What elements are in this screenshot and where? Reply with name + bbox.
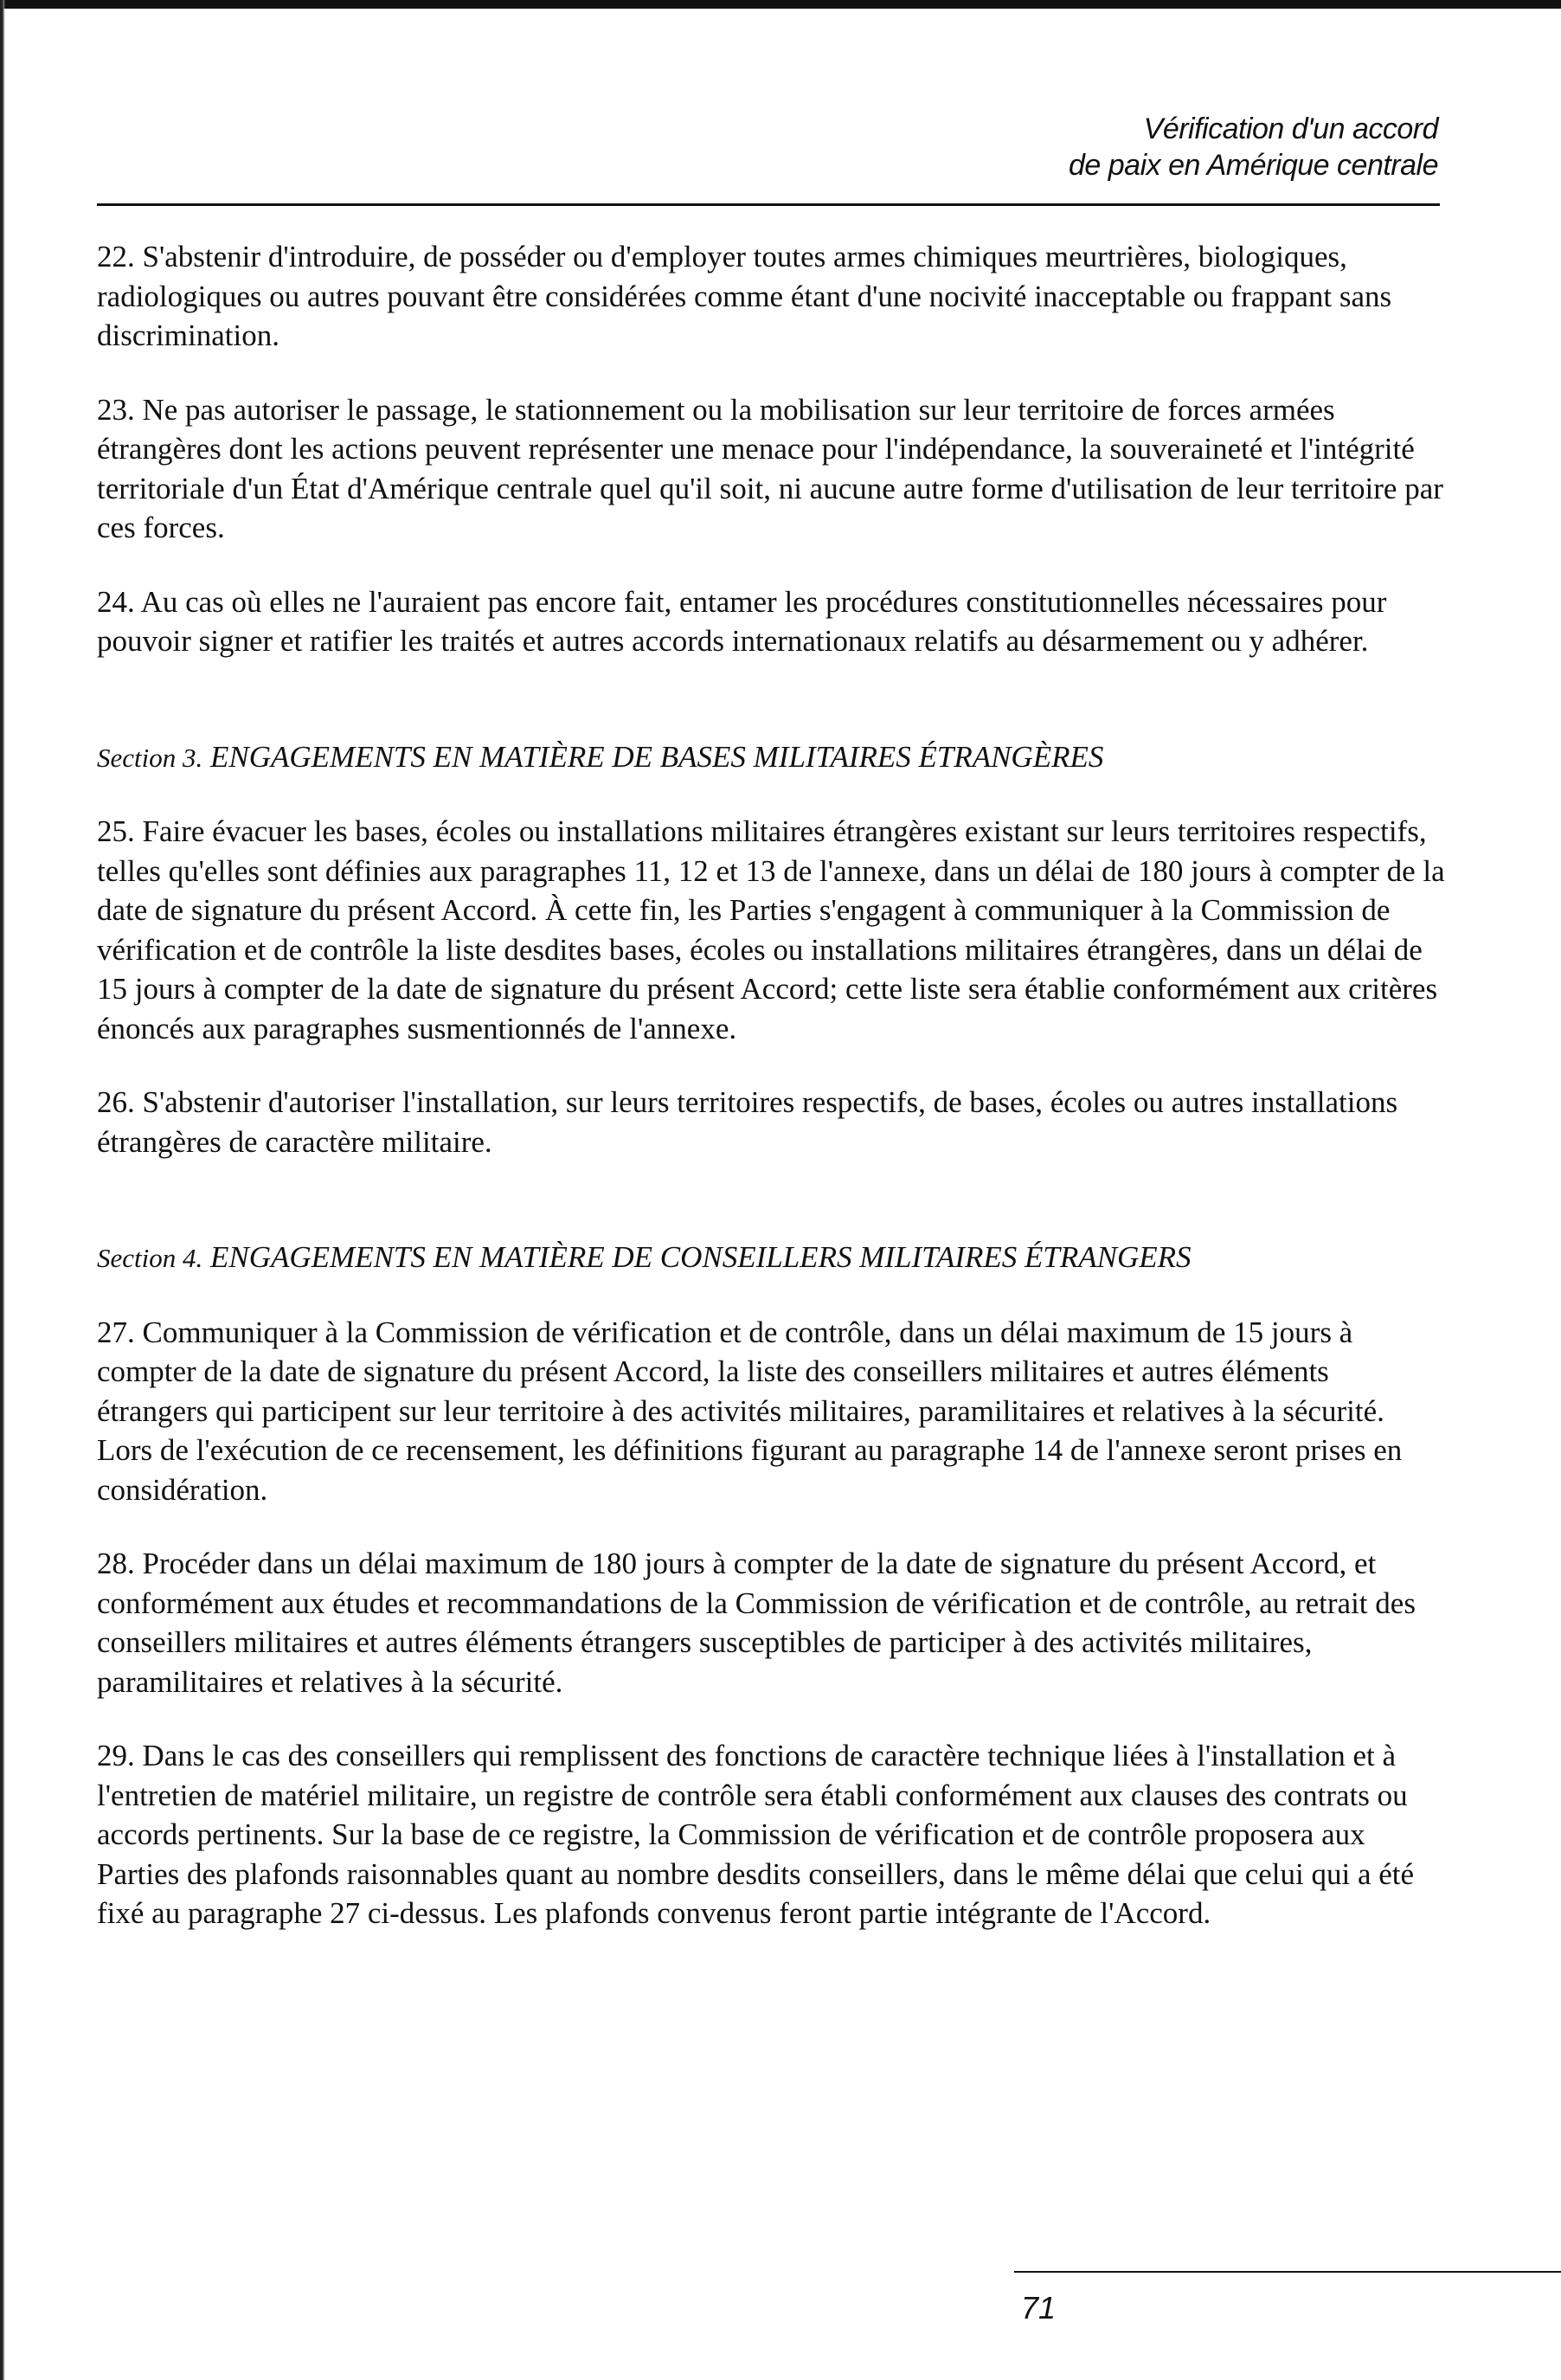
page-number: 71 [1021, 2290, 1057, 2325]
paragraph-27: 27. Communiquer à la Commission de vérification et de contrôle, dans un délai maximum de 15 jours à compter de la date de signature du présent Accord, la liste des conseillers militaires et autres éléments étrangers qui participent sur leur territoire à des activités militaires, paramilitaires et relatives à la sécurité. Lors de l'exécution de ce recensement, les définitions figurant au paragraphe 14 de l'annexe seront prises en considération. [97, 1315, 1403, 1507]
running-header [1069, 111, 1438, 183]
paragraph-23: 23. Ne pas autoriser le passage, le stationnement ou la mobilisation sur leur territoire de forces armées étrangères dont les actions peuvent représenter une menace pour l'indépendance, la souveraineté et l'intégrité territoriale d'un État d'Amérique centrale quel qu'il soit, ni aucune autre forme d'utilisation de leur territoire par ces forces. [97, 392, 1443, 544]
section-3-label: Section 3. [97, 742, 203, 773]
paragraph-29: 29. Dans le cas des conseillers qui remplissent des fonctions de caractère technique liées à l'installation et à l'entretien de matériel militaire, un registre de contrôle sera établi conformément aux clauses des contrats ou accords pertinents. Sur la base de ce registre, la Commission de vérification et de contrôle proposera aux Parties des plafonds raisonnables quant au nombre desdits conseillers, dans le même délai que celui qui a été fixé au paragraphe 27 ci-dessus. Les plafonds convenus feront partie intégrante de l'Accord. [97, 1739, 1415, 1930]
paragraph-22: 22. S'abstenir d'introduire, de posséder ou d'employer toutes armes chimiques meurtrières, biologiques, radiologiques ou autres pouvant être considérées comme étant d'une nocivité inacceptable ou frappant sans discrimination. [97, 240, 1392, 352]
paragraph-28: 28. Procéder dans un délai maximum de 180 jours à compter de la date de signature du présent Accord, et conformément aux études et recommandations de la Commission de vérification et de contrôle, au retrait des conseillers militaires et autres éléments étrangers susceptibles de participer à des activités militaires, paramilitaires et relatives à la sécurité. [97, 1547, 1416, 1699]
section-4-heading [97, 1238, 1447, 1278]
paragraph-24: 24. Au cas où elles ne l'auraient pas encore fait, entamer les procédures constitutionnelles nécessaires pour pouvoir signer et ratifier les traités et autres accords internationaux relatifs au désarmement ou y adhérer. [97, 584, 1387, 658]
running-header-line-1: Vérification d'un accord [1143, 113, 1438, 145]
paragraph-26: 26. S'abstenir d'autoriser l'installation, sur leurs territoires respectifs, de bases, écoles ou autres installations étrangères de caractère militaire. [97, 1085, 1398, 1159]
header-rule [97, 203, 1440, 206]
footer-rule [1014, 2271, 1561, 2273]
section-3-heading [97, 737, 1447, 778]
section-4-title: ENGAGEMENTS EN MATIÈRE DE CONSEILLERS MILITAIRES ÉTRANGERS [210, 1240, 1192, 1274]
left-page-edge [0, 0, 5, 2380]
paragraph-25: 25. Faire évacuer les bases, écoles ou installations militaires étrangères existant sur leurs territoires respectifs, telles qu'elles sont définies aux paragraphes 11, 12 et 13 de l'annexe, dans un délai de 180 jours à compter de la date de signature du présent Accord. À cette fin, les Parties s'engagent à communiquer à la Commission de vérification et de contrôle la liste desdites bases, écoles ou installations militaires étrangères, dans un délai de 15 jours à compter de la date de signature du présent Accord; cette liste sera établie conformément aux critères énoncés aux paragraphes susmentionnés de l'annexe. [97, 814, 1445, 1045]
top-border-rule [0, 0, 1561, 9]
running-header-line-2: de paix en Amérique centrale [1068, 149, 1438, 182]
document-body [97, 237, 1447, 1968]
section-3-title: ENGAGEMENTS EN MATIÈRE DE BASES MILITAIRES ÉTRANGÈRES [210, 739, 1104, 774]
section-4-label: Section 4. [97, 1243, 203, 1273]
